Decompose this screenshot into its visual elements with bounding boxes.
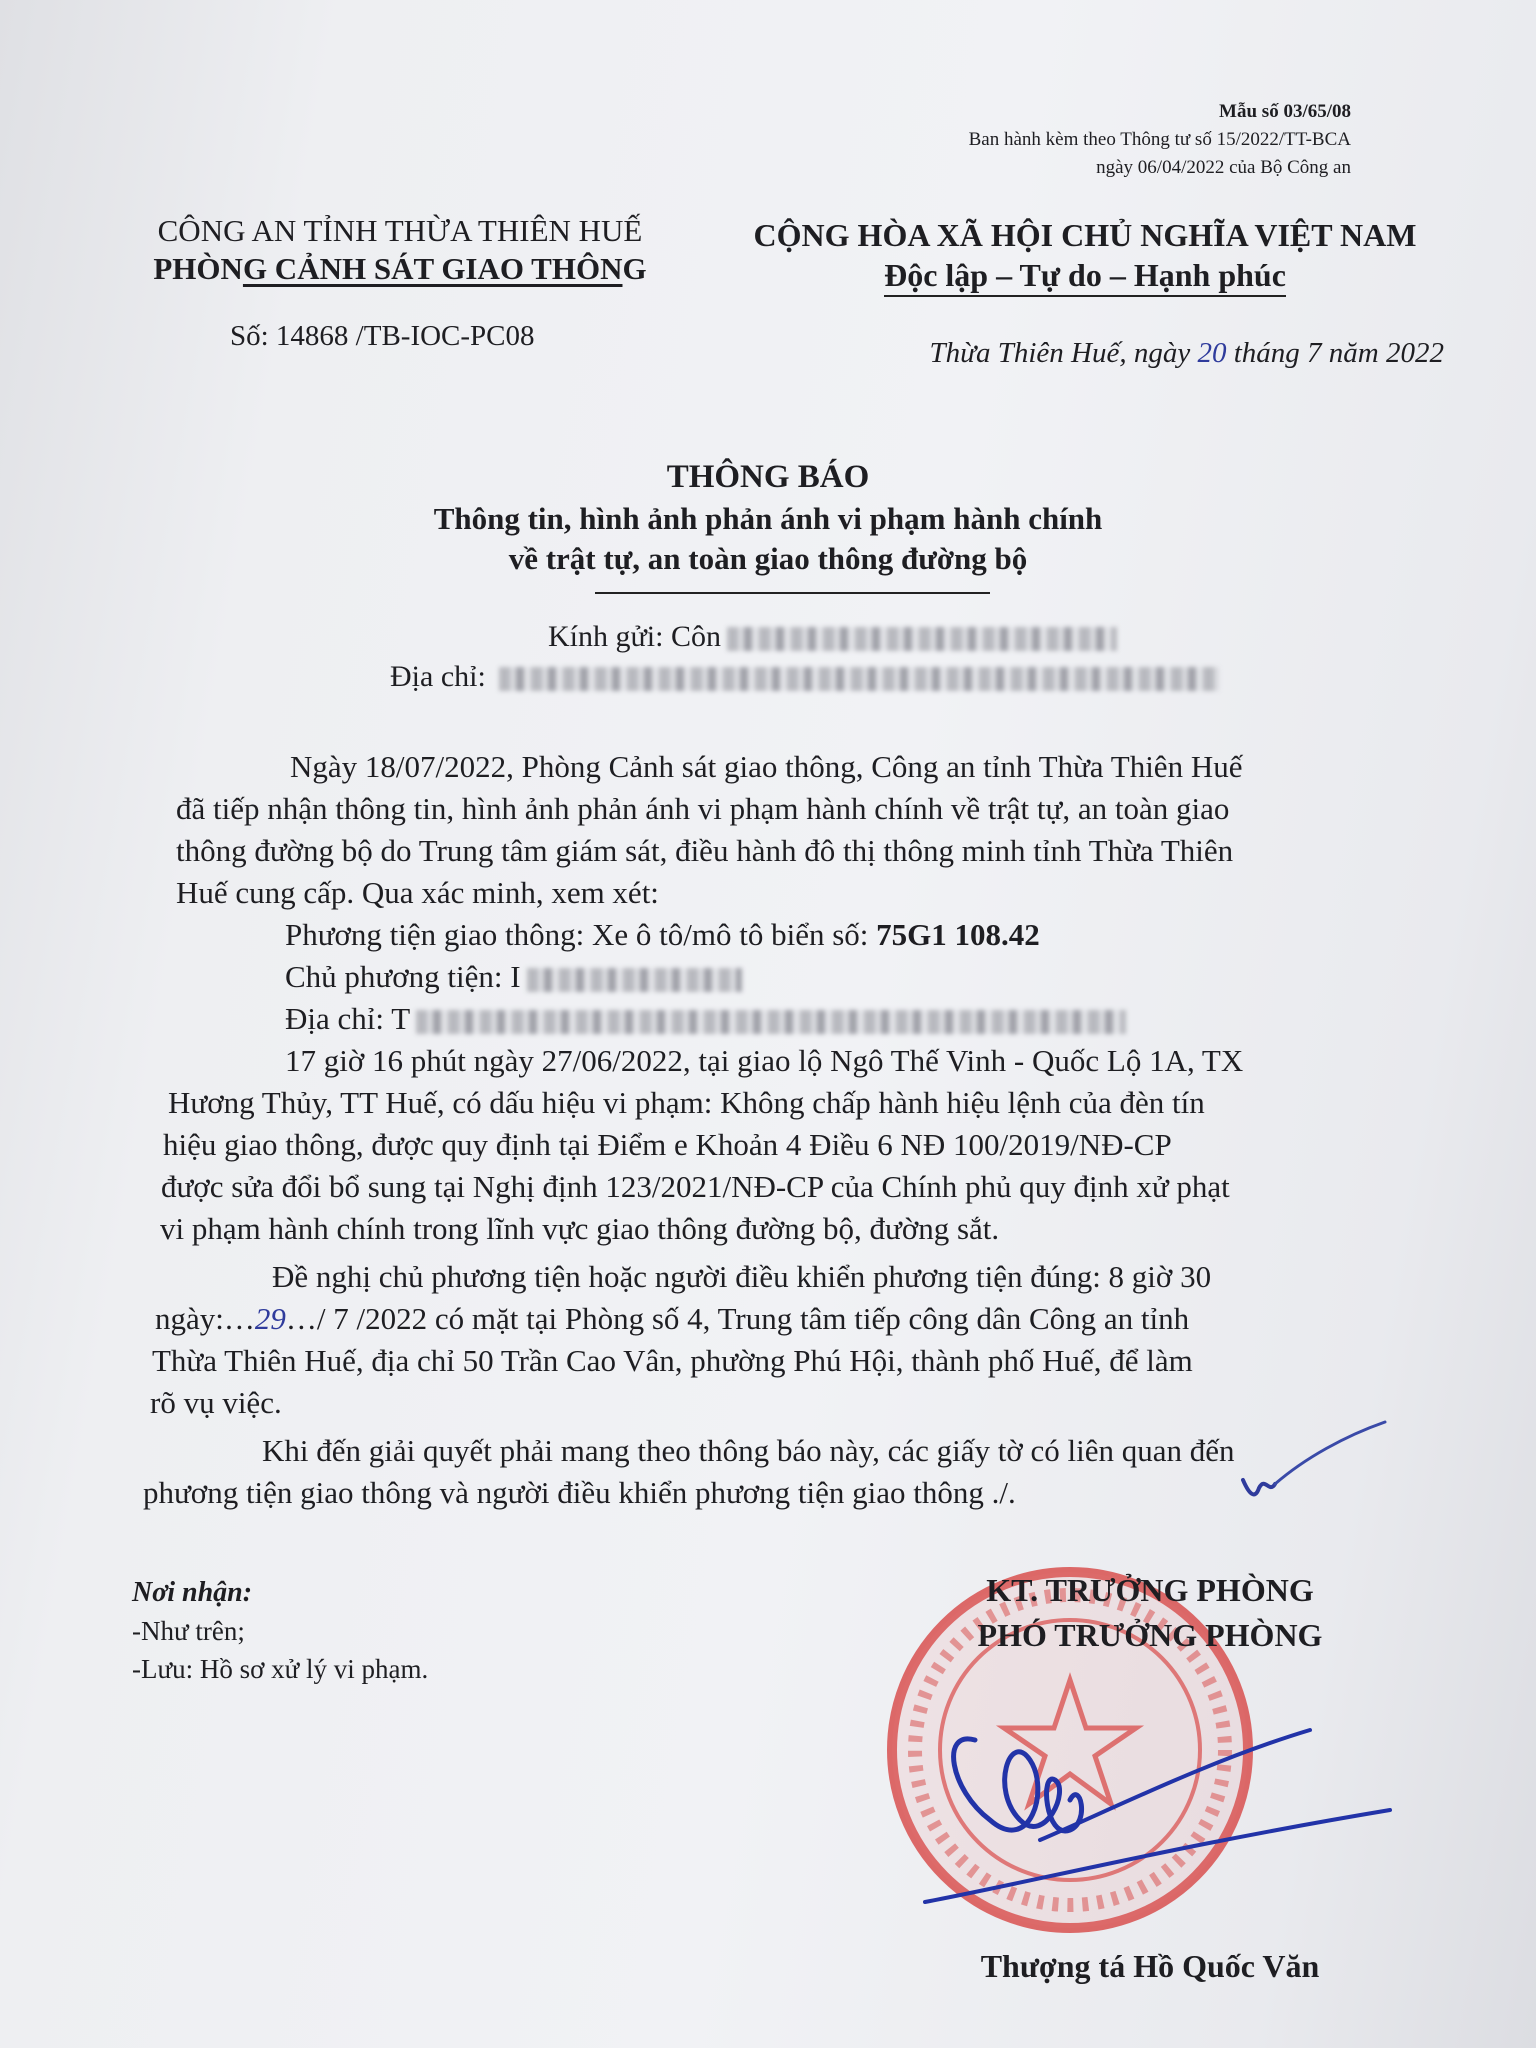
national-motto: [705, 215, 1465, 295]
para1-line4: Huế cung cấp. Qua xác minh, xem xét:: [176, 875, 659, 910]
owner-line: [285, 956, 742, 998]
handwritten-signature: [880, 1670, 1420, 1930]
violation-line5: vi phạm hành chính trong lĩnh vực giao thông đường bộ, đường sắt.: [160, 1211, 1000, 1246]
note-line1: Khi đến giải quyết phải mang theo thông báo này, các giấy tờ có liên quan đến: [262, 1433, 1235, 1468]
signer-name: Thượng tá Hồ Quốc Văn: [980, 1948, 1320, 1984]
vehicle-label: Phương tiện giao thông: Xe ô tô/mô tô biển số:: [285, 917, 877, 952]
request-line3: Thừa Thiên Huế, địa chỉ 50 Trần Cao Vân, phường Phú Hội, thành phố Huế, để làm: [152, 1343, 1193, 1378]
owner-name-visible: I: [510, 959, 521, 994]
dateline: [930, 337, 1444, 370]
para1-line2: đã tiếp nhận thông tin, hình ảnh phản ánh vi phạm hành chính về trật tự, an toàn giao: [176, 791, 1230, 826]
dateline-place: Thừa Thiên Huế, ngày: [929, 337, 1198, 369]
owner-address-line: [285, 998, 1126, 1040]
violation-line3: hiệu giao thông, được quy định tại Điểm e Khoản 4 Điều 6 NĐ 100/2019/NĐ-CP: [163, 1127, 1172, 1162]
dateline-day: 20: [1197, 337, 1227, 369]
form-code-block: [969, 98, 1351, 182]
violation-line2: Hương Thủy, TT Huế, có dấu hiệu vi phạm: Không chấp hành hiệu lệnh của đèn tín: [168, 1085, 1205, 1120]
recipient-address-line: [390, 660, 1219, 694]
signature-line1: KT. TRƯỞNG PHÒNG: [986, 1572, 1314, 1608]
title-block: [0, 455, 1536, 579]
violation-line1: 17 giờ 16 phút ngày 27/06/2022, tại giao lộ Ngô Thế Vinh - Quốc Lộ 1A, TX: [285, 1043, 1244, 1078]
note-line2: phương tiện giao thông và người điều khiển phương tiện giao thông ./.: [143, 1475, 1016, 1510]
handwritten-check-mark: [1235, 1418, 1395, 1508]
redacted-address: [499, 667, 1219, 691]
recipient-item-2: -Lưu: Hồ sơ xử lý vi phạm.: [132, 1654, 429, 1684]
owner-address-label: Địa chỉ:: [285, 1001, 392, 1036]
motto-line2: Độc lập – Tự do – Hạnh phúc: [884, 257, 1286, 297]
plate-number: 75G1 108.42: [876, 917, 1040, 952]
agency-line2-start: PHÒN: [153, 251, 243, 286]
signature-line2: PHÓ TRƯỞNG PHÒNG: [977, 1617, 1323, 1653]
violation-line4: được sửa đổi bổ sung tại Nghị định 123/2021/NĐ-CP của Chính phủ quy định xử phạt: [161, 1169, 1230, 1204]
agency-line2-underlined: G CẢNH SÁT GIAO THÔN: [242, 251, 623, 286]
doc-title: THÔNG BÁO: [666, 459, 870, 495]
document-number: Số: 14868 /TB-IOC-PC08: [230, 320, 535, 352]
vehicle-line: [285, 914, 1040, 956]
recipient-name-visible: Côn: [670, 620, 721, 653]
request-line4: rõ vụ việc.: [150, 1385, 282, 1420]
recipient-label: Kính gửi:: [548, 620, 671, 653]
request-date-prefix: ngày:…: [155, 1301, 255, 1336]
agency-header: [120, 212, 680, 288]
para1-line3: thông đường bộ do Trung tâm giám sát, điều hành đô thị thông minh tỉnh Thừa Thiên: [176, 833, 1234, 868]
request-line2: [155, 1298, 1189, 1340]
redacted-recipient: [727, 627, 1117, 651]
recipient-line: [548, 620, 1117, 654]
recipients-block: [132, 1574, 428, 1688]
dateline-month-year: tháng 7 năm 2022: [1226, 337, 1444, 369]
owner-label: Chủ phương tiện:: [285, 959, 511, 994]
motto-line2-wrap: [705, 255, 1465, 295]
recipients-heading: Nơi nhận:: [132, 1577, 253, 1608]
agency-line2-end: G: [622, 251, 647, 286]
form-issued-by: Ban hành kèm theo Thông tư số 15/2022/TT-BCA: [968, 129, 1351, 150]
motto-line1: CỘNG HÒA XÃ HỘI CHỦ NGHĨA VIỆT NAM: [753, 217, 1417, 253]
form-issued-date: ngày 06/04/2022 của Bộ Công an: [1096, 157, 1351, 178]
form-code: Mẫu số 03/65/08: [1219, 101, 1351, 122]
agency-line2: [120, 250, 680, 288]
doc-subtitle-1: Thông tin, hình ảnh phản ánh vi phạm hành chính: [433, 501, 1103, 536]
title-rule: [595, 592, 990, 594]
recipient-address-label: Địa chỉ:: [390, 660, 494, 693]
request-line1: Đề nghị chủ phương tiện hoặc người điều khiển phương tiện đúng: 8 giờ 30: [272, 1259, 1212, 1294]
owner-address-visible: T: [391, 1001, 411, 1036]
request-date-rest: …/ 7 /2022 có mặt tại Phòng số 4, Trung tâm tiếp công dân Công an tỉnh: [285, 1301, 1190, 1336]
recipient-item-1: -Như trên;: [132, 1616, 245, 1646]
agency-line1: CÔNG AN TỈNH THỪA THIÊN HUẾ: [157, 213, 643, 248]
redacted-owner: [527, 968, 742, 992]
request-day: 29: [254, 1301, 286, 1336]
para1-line1: Ngày 18/07/2022, Phòng Cảnh sát giao thông, Công an tỉnh Thừa Thiên Huế: [290, 749, 1243, 784]
redacted-owner-address: [416, 1010, 1126, 1034]
signature-title: [870, 1568, 1430, 1658]
doc-subtitle-2: về trật tự, an toàn giao thông đường bộ: [508, 541, 1028, 576]
